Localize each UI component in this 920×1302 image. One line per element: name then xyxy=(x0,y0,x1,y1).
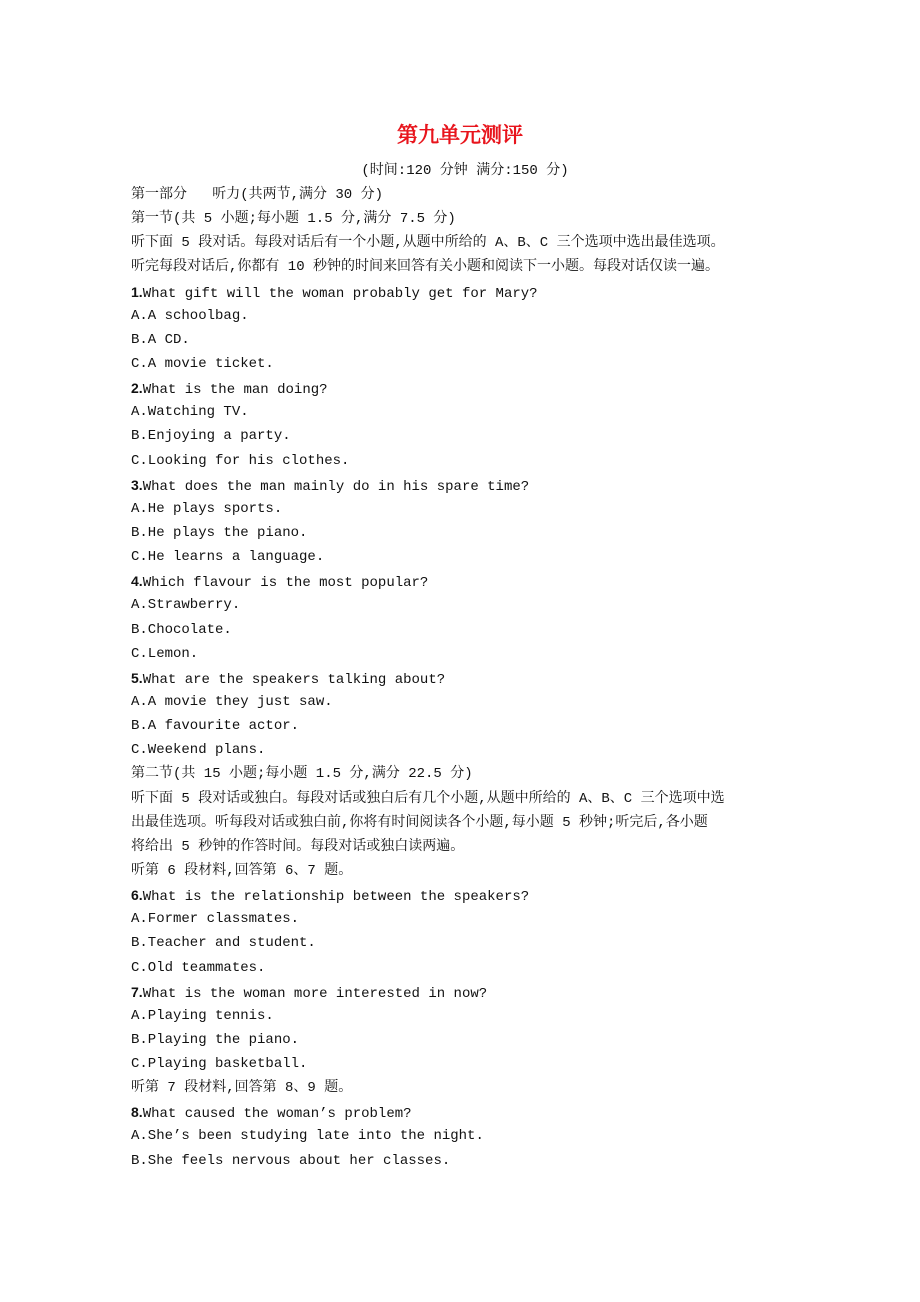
text-line xyxy=(131,1076,801,1100)
text-line xyxy=(131,1124,801,1148)
line-text: C.Lemon. xyxy=(131,645,199,662)
text-line xyxy=(131,762,801,786)
line-text: 听下面 5 段对话。每段对话后有一个小题,从题中所给的 A、B、C 三个选项中选出最佳选项。 xyxy=(131,235,725,252)
text-line xyxy=(131,424,801,448)
text-line xyxy=(131,593,801,617)
line-text: C.Old teammates. xyxy=(131,959,266,976)
line-text: A.Playing tennis. xyxy=(131,1007,274,1024)
line-text: 第一部分 听力(共两节,满分 30 分) xyxy=(131,187,384,203)
question-number: 6. xyxy=(131,887,143,904)
text-line xyxy=(131,956,801,980)
line-text: A.He plays sports. xyxy=(131,500,283,517)
text-line xyxy=(131,738,801,762)
text-line xyxy=(131,1149,801,1173)
question-number: 1. xyxy=(131,283,143,300)
line-text: C.A movie ticket. xyxy=(131,355,274,372)
line-text: B.Teacher and student. xyxy=(131,935,316,952)
text-line xyxy=(131,1052,801,1076)
line-text: 将给出 5 秒钟的作答时间。每段对话或独白读两遍。 xyxy=(131,838,465,855)
line-text: 听第 7 段材料,回答第 8、9 题。 xyxy=(131,1080,353,1097)
question-line xyxy=(131,883,801,907)
line-text: 听下面 5 段对话或独白。每段对话或独白后有几个小题,从题中所给的 A、B、C 三个选项中选 xyxy=(131,790,725,807)
exam-info: (时间:120 分钟 满分:150 分) xyxy=(361,163,569,179)
line-text: A.Watching TV. xyxy=(131,404,249,421)
line-text: A.Former classmates. xyxy=(131,911,300,928)
text-line xyxy=(131,907,801,931)
text-line xyxy=(131,545,801,569)
line-text: 听完每段对话后,你都有 10 秒钟的时间来回答有关小题和阅读下一小题。每段对话仅读一遍。 xyxy=(131,259,720,276)
question-text: What caused the woman’s problem? xyxy=(142,1106,412,1123)
question-text: What gift will the woman probably get for Mary? xyxy=(142,285,538,302)
line-text: B.Playing the piano. xyxy=(131,1031,300,1048)
line-text: B.She feels nervous about her classes. xyxy=(131,1152,451,1169)
line-text: B.Chocolate. xyxy=(131,621,232,638)
text-line xyxy=(131,521,801,545)
line-text: B.A favourite actor. xyxy=(131,718,300,735)
text-line xyxy=(131,1004,801,1028)
line-text: 出最佳选项。听每段对话或独白前,你将有时间阅读各个小题,每小题 5 秒钟;听完后,各小题 xyxy=(131,814,708,831)
line-text: C.Looking for his clothes. xyxy=(131,452,350,469)
text-line xyxy=(131,207,801,231)
page-title: 第九单元测评 xyxy=(397,123,523,147)
line-text: C.Weekend plans. xyxy=(131,742,266,759)
question-text: What are the speakers talking about? xyxy=(142,671,446,688)
line-text: A.A schoolbag. xyxy=(131,307,249,324)
text-line xyxy=(131,787,801,811)
text-line xyxy=(131,811,801,835)
question-number: 4. xyxy=(131,573,143,590)
text-line xyxy=(131,714,801,738)
question-text: What is the relationship between the speakers? xyxy=(142,889,530,906)
question-line xyxy=(131,980,801,1004)
question-number: 2. xyxy=(131,380,143,397)
text-line xyxy=(131,642,801,666)
text-line xyxy=(131,255,801,279)
line-text: A.Strawberry. xyxy=(131,597,241,614)
question-text: What is the woman more interested in now? xyxy=(142,985,488,1002)
question-line xyxy=(131,666,801,690)
question-line xyxy=(131,376,801,400)
text-line xyxy=(131,859,801,883)
text-line xyxy=(131,231,801,255)
line-text: B.A CD. xyxy=(131,331,190,348)
text-line xyxy=(131,931,801,955)
question-text: What does the man mainly do in his spare time? xyxy=(142,478,530,495)
question-number: 8. xyxy=(131,1104,143,1121)
question-line xyxy=(131,569,801,593)
text-line xyxy=(131,449,801,473)
line-text: A.She’s been studying late into the night. xyxy=(131,1128,484,1145)
question-line xyxy=(131,1100,801,1124)
line-text: 第二节(共 15 小题;每小题 1.5 分,满分 22.5 分) xyxy=(131,766,473,783)
line-text: C.Playing basketball. xyxy=(131,1056,308,1073)
text-line xyxy=(131,304,801,328)
line-text: 听第 6 段材料,回答第 6、7 题。 xyxy=(131,862,353,879)
line-text: C.He learns a language. xyxy=(131,549,325,566)
text-line xyxy=(131,835,801,859)
text-line xyxy=(131,618,801,642)
question-text: Which flavour is the most popular? xyxy=(142,575,429,592)
line-text: B.He plays the piano. xyxy=(131,524,308,541)
question-number: 7. xyxy=(131,983,143,1000)
text-line xyxy=(131,328,801,352)
question-text: What is the man doing? xyxy=(142,382,328,399)
document-body xyxy=(131,183,801,1173)
text-line xyxy=(131,400,801,424)
question-number: 5. xyxy=(131,669,143,686)
line-text: A.A movie they just saw. xyxy=(131,693,333,710)
text-line xyxy=(131,1028,801,1052)
question-line xyxy=(131,280,801,304)
question-line xyxy=(131,473,801,497)
text-line xyxy=(131,352,801,376)
line-text: B.Enjoying a party. xyxy=(131,428,291,445)
text-line xyxy=(131,183,801,207)
question-number: 3. xyxy=(131,476,143,493)
text-line xyxy=(131,497,801,521)
text-line xyxy=(131,690,801,714)
line-text: 第一节(共 5 小题;每小题 1.5 分,满分 7.5 分) xyxy=(131,211,456,228)
